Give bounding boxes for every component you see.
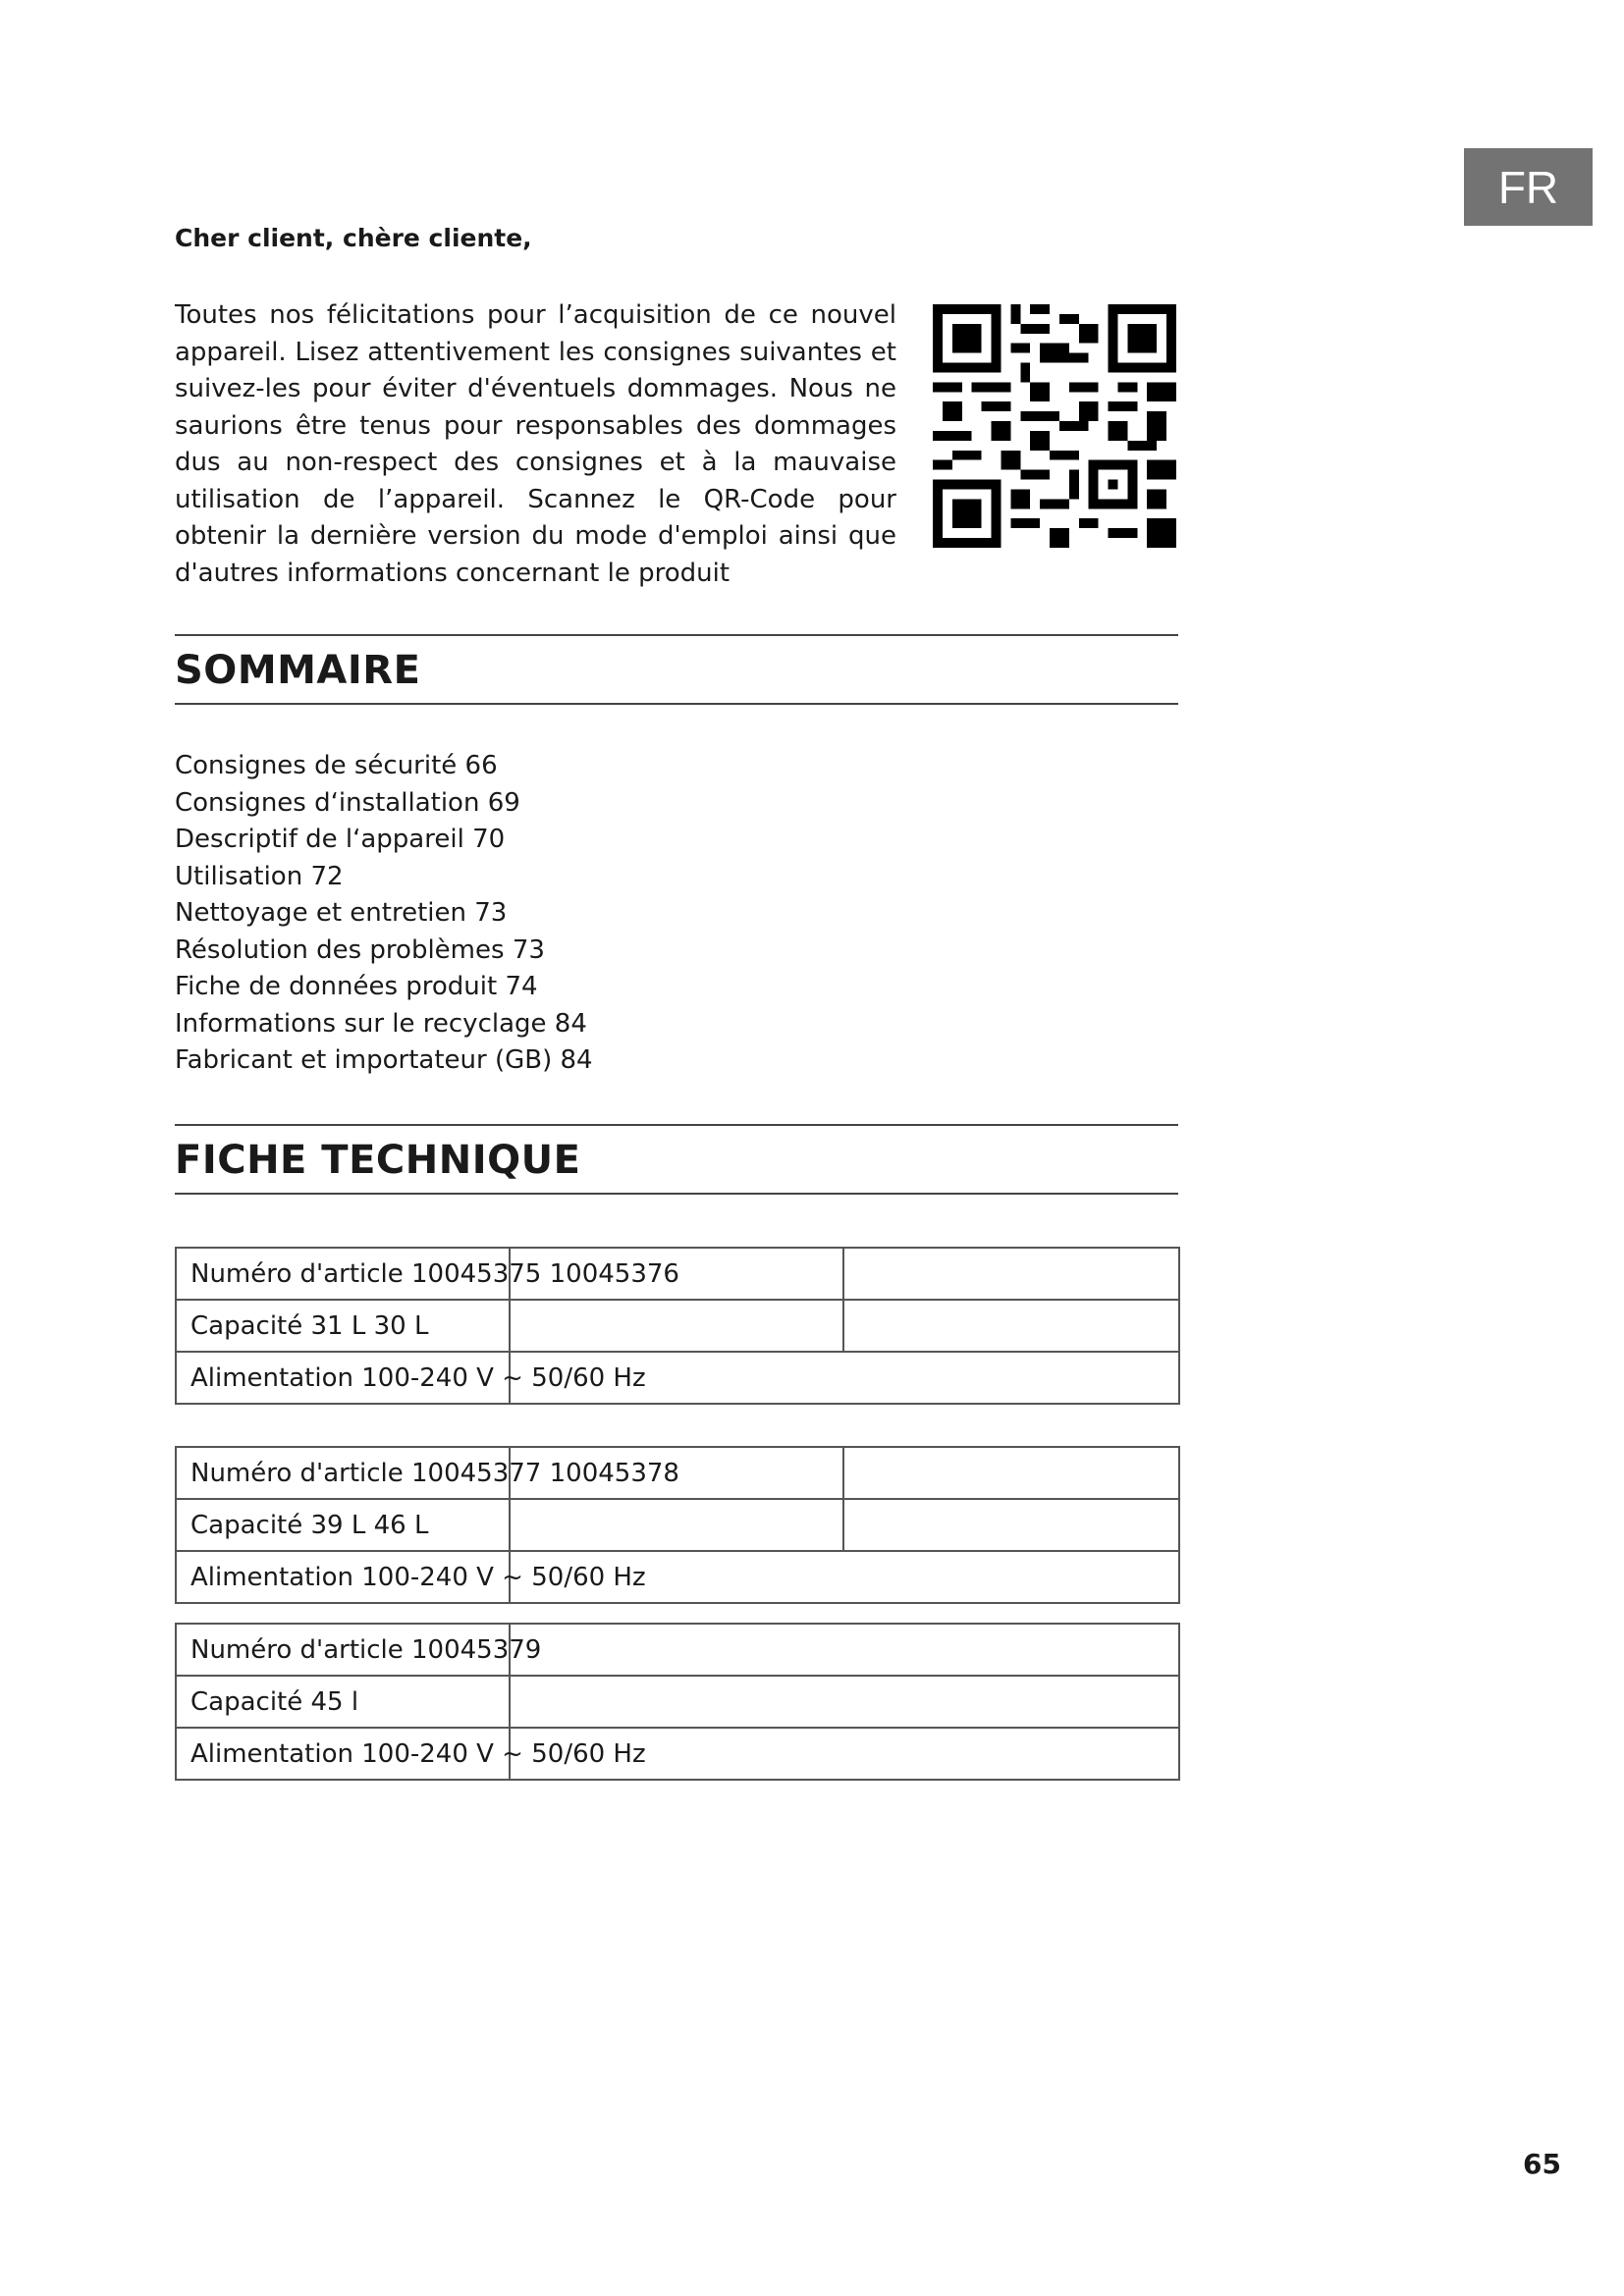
table-row [176,1499,1179,1551]
table-row [176,1624,1179,1676]
table-of-contents [175,748,593,1080]
power-supply-cell: Alimentation 100-240 V ~ 50/60 Hz [176,1551,510,1603]
toc-item: Utilisation 72 [175,861,344,891]
page-number: 65 [1523,2148,1561,2180]
table-row [176,1728,1179,1780]
capacity-cell: Capacité 45 l [176,1676,510,1728]
section-divider [175,703,1178,705]
empty-cell [510,1624,1179,1676]
empty-cell [510,1676,1179,1728]
power-supply-cell: Alimentation 100-240 V ~ 50/60 Hz [176,1352,510,1404]
section-divider [175,1124,1178,1126]
toc-item: Résolution des problèmes 73 [175,934,545,965]
toc-item: Fiche de données produit 74 [175,972,538,1001]
toc-item: Consignes de sécurité 66 [175,751,498,780]
table-row [176,1248,1179,1300]
capacity-cell: Capacité 31 L 30 L [176,1300,510,1352]
table-row [176,1676,1179,1728]
toc-item: Consignes d‘installation 69 [175,787,520,818]
table-row [176,1551,1179,1603]
empty-cell [510,1300,843,1352]
empty-cell [843,1300,1179,1352]
toc-item: Fabricant et importateur (GB) 84 [175,1045,593,1075]
table-row [176,1447,1179,1499]
article-number-cell: Numéro d'article 10045377 10045378 [176,1447,510,1499]
fiche-technique-title: FICHE TECHNIQUE [175,1138,581,1183]
empty-cell [843,1447,1179,1499]
table-row [176,1352,1179,1404]
empty-cell [843,1248,1179,1300]
empty-cell [843,1499,1179,1551]
empty-cell [510,1499,843,1551]
toc-item: Nettoyage et entretien 73 [175,898,508,928]
article-number-cell: Numéro d'article 10045379 [176,1624,510,1676]
toc-item: Informations sur le recyclage 84 [175,1008,587,1039]
qr-code-icon [933,304,1176,548]
language-tab: FR [1464,148,1593,226]
table-row [176,1300,1179,1352]
capacity-cell: Capacité 39 L 46 L [176,1499,510,1551]
spec-table [175,1446,1180,1604]
section-divider [175,634,1178,636]
sommaire-title: SOMMAIRE [175,648,421,693]
toc-item: Descriptif de l‘appareil 70 [175,825,506,854]
power-supply-cell: Alimentation 100-240 V ~ 50/60 Hz [176,1728,510,1780]
greeting: Cher client, chère cliente, [175,224,532,252]
spec-table [175,1623,1180,1781]
section-divider [175,1193,1178,1195]
intro-paragraph: Toutes nos félicitations pour l’acquisition de ce nouvel appareil. Lisez attentivement les consignes suivantes et suivez-les pour éviter d'éventuels dommages. Nous ne saurions être tenus pour responsables des dommages dus au non-respect des consignes et à la mauvaise utilisation de l’appareil. Scannez le QR-Code pour obtenir la dernière version du mode d'emploi ainsi que d'autres informations concernant le produit [175,300,896,588]
article-number-cell: Numéro d'article 10045375 10045376 [176,1248,510,1300]
spec-table [175,1247,1180,1405]
